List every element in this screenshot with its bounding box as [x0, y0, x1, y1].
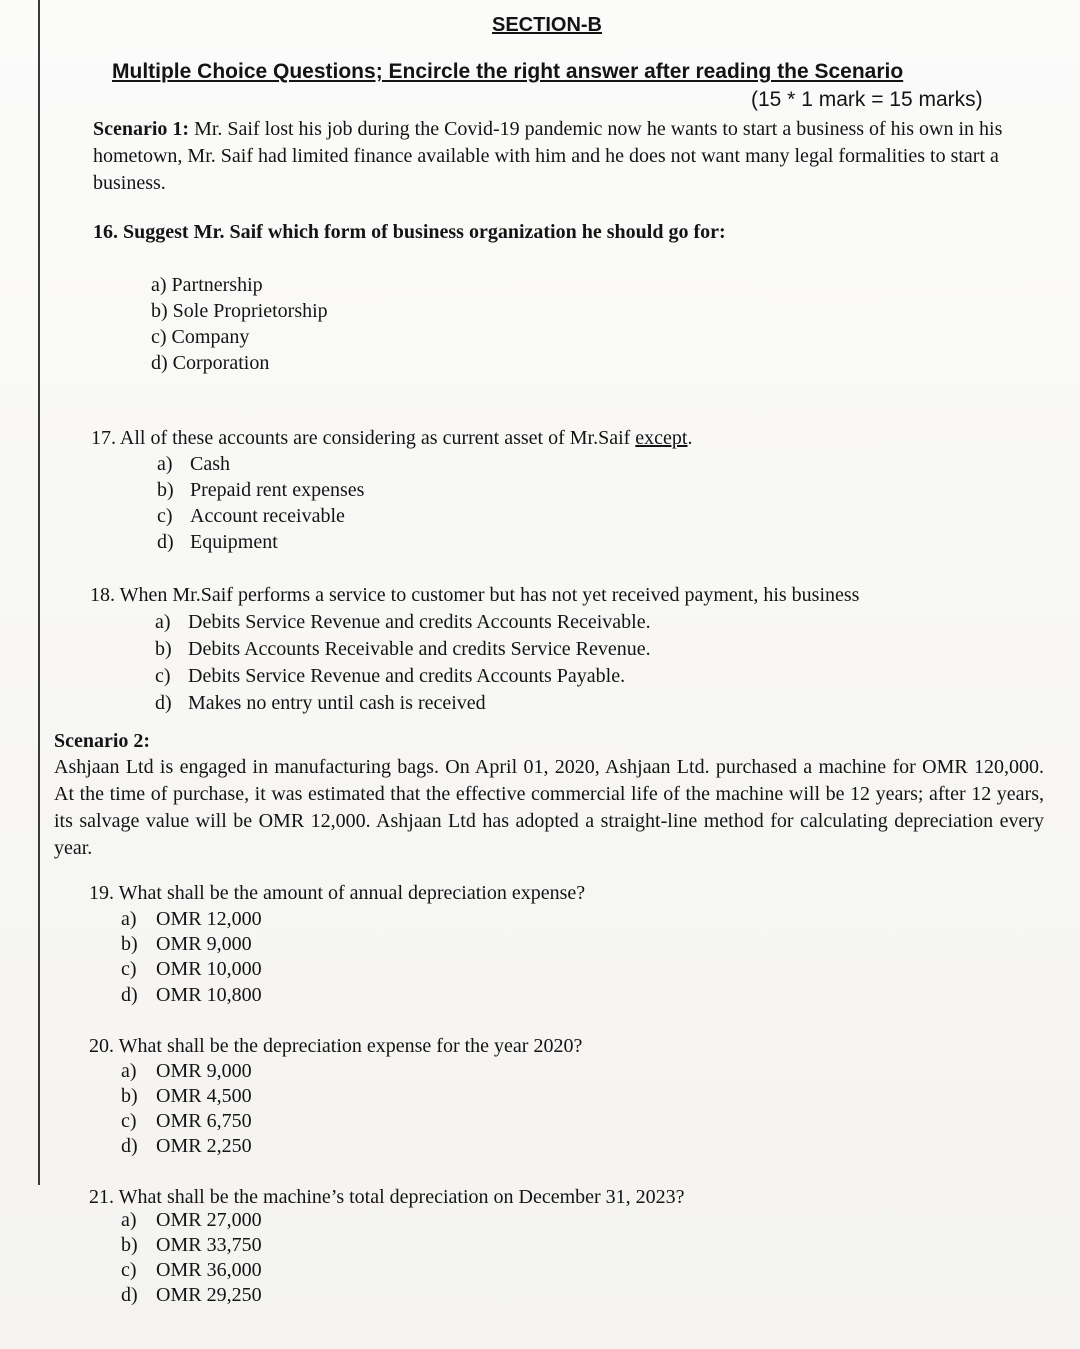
q19-option-b[interactable] [121, 931, 252, 957]
option-text: Partnership [171, 274, 263, 296]
option-label: c) [121, 958, 137, 980]
q16-option-b[interactable] [151, 298, 328, 324]
q21-option-c[interactable] [121, 1257, 262, 1283]
option-label: b) [155, 638, 172, 660]
question-20: 20. What shall be the depreciation expense for the year 2020? [89, 1035, 583, 1057]
section-title: SECTION-B [492, 14, 602, 36]
scenario-1-text: Mr. Saif lost his job during the Covid-19 pandemic now he wants to start a business of his own in his hometown, Mr. Saif had limited finance available with him and he does not want many legal formalities to start a business. [93, 118, 1003, 194]
option-text: OMR 33,750 [156, 1234, 262, 1256]
q18-option-a[interactable] [155, 609, 651, 635]
q21-option-d[interactable] [121, 1282, 262, 1308]
option-text: Cash [190, 453, 230, 475]
option-text: OMR 27,000 [156, 1209, 262, 1231]
option-label: b) [151, 300, 168, 322]
option-label: c) [157, 505, 173, 527]
q20-option-d[interactable] [121, 1133, 252, 1159]
option-label: a) [121, 1209, 137, 1231]
option-label: d) [155, 692, 172, 714]
q19-option-d[interactable] [121, 982, 262, 1008]
question-17-text: 17. All of these accounts are considering as current asset of Mr.Saif [91, 427, 631, 449]
q19-option-a[interactable] [121, 906, 262, 932]
q19-option-c[interactable] [121, 956, 262, 982]
q17-option-d[interactable] [157, 529, 278, 555]
question-21: 21. What shall be the machine’s total depreciation on December 31, 2023? [89, 1186, 685, 1208]
option-text: OMR 4,500 [156, 1085, 252, 1107]
option-text: Debits Accounts Receivable and credits Service Revenue. [188, 638, 651, 660]
option-label: c) [151, 326, 167, 348]
option-label: c) [155, 665, 171, 687]
option-text: Debits Service Revenue and credits Accounts Receivable. [188, 611, 651, 633]
option-text: OMR 2,250 [156, 1135, 252, 1157]
q20-option-c[interactable] [121, 1108, 252, 1134]
option-text: Prepaid rent expenses [190, 479, 365, 501]
option-text: OMR 6,750 [156, 1110, 252, 1132]
option-label: b) [157, 479, 174, 501]
question-17-period: . [687, 427, 693, 449]
question-18: 18. When Mr.Saif performs a service to customer but has not yet received payment, his business [90, 584, 860, 606]
q20-option-b[interactable] [121, 1083, 252, 1109]
question-16: 16. Suggest Mr. Saif which form of business organization he should go for: [93, 221, 726, 243]
q21-option-a[interactable] [121, 1207, 262, 1233]
option-label: a) [121, 908, 137, 930]
q20-option-a[interactable] [121, 1058, 252, 1084]
marks-allocation: (15 * 1 mark = 15 marks) [751, 88, 983, 111]
option-text: OMR 29,250 [156, 1284, 262, 1306]
q17-option-a[interactable] [157, 451, 230, 477]
scenario-1 [93, 116, 1030, 197]
option-label: c) [121, 1110, 137, 1132]
option-label: d) [121, 984, 138, 1006]
q16-option-a[interactable] [151, 272, 263, 298]
option-label: a) [121, 1060, 137, 1082]
option-label: d) [121, 1135, 138, 1157]
option-text: Company [171, 326, 250, 348]
option-label: a) [151, 274, 167, 296]
question-17 [91, 425, 692, 451]
q17-option-b[interactable] [157, 477, 364, 503]
option-text: OMR 9,000 [156, 933, 252, 955]
option-label: d) [151, 352, 168, 374]
option-label: d) [157, 531, 174, 553]
mcq-heading: Multiple Choice Questions; Encircle the right answer after reading the Scenario [112, 60, 904, 83]
option-text: Equipment [190, 531, 278, 553]
option-label: a) [155, 611, 171, 633]
option-text: Sole Proprietorship [172, 300, 328, 322]
question-17-emphasis: except [635, 427, 688, 449]
q16-option-c[interactable] [151, 324, 249, 350]
option-label: a) [157, 453, 173, 475]
q21-option-b[interactable] [121, 1232, 262, 1258]
question-19: 19. What shall be the amount of annual depreciation expense? [89, 882, 586, 904]
scenario-1-label: Scenario 1: [93, 118, 190, 140]
option-text: Account receivable [190, 505, 345, 527]
option-text: Debits Service Revenue and credits Accounts Payable. [188, 665, 626, 687]
option-text: OMR 10,000 [156, 958, 262, 980]
option-label: b) [121, 933, 138, 955]
margin-rule [38, 0, 40, 1185]
q17-option-c[interactable] [157, 503, 345, 529]
q16-option-d[interactable] [151, 350, 269, 376]
option-label: b) [121, 1234, 138, 1256]
option-text: Makes no entry until cash is received [188, 692, 486, 714]
option-text: OMR 36,000 [156, 1259, 262, 1281]
option-label: c) [121, 1259, 137, 1281]
option-text: OMR 12,000 [156, 908, 262, 930]
scenario-2-text: Ashjaan Ltd is engaged in manufacturing bags. On April 01, 2020, Ashjaan Ltd. purchased a machine for OMR 120,000. At the time of purchase, it was estimated that the effective commercial life of the machine will be 12 years; after 12 years, its salvage value will be OMR 12,000. Ashjaan Ltd has adopted a straight-line method for calculating depreciation every year. [54, 756, 1044, 859]
option-text: OMR 9,000 [156, 1060, 252, 1082]
option-label: b) [121, 1085, 138, 1107]
q18-option-b[interactable] [155, 636, 651, 662]
option-label: d) [121, 1284, 138, 1306]
scenario-2-label: Scenario 2: [54, 730, 151, 752]
q18-option-d[interactable] [155, 690, 486, 716]
q18-option-c[interactable] [155, 663, 625, 689]
option-text: OMR 10,800 [156, 984, 262, 1006]
option-text: Corporation [172, 352, 270, 374]
